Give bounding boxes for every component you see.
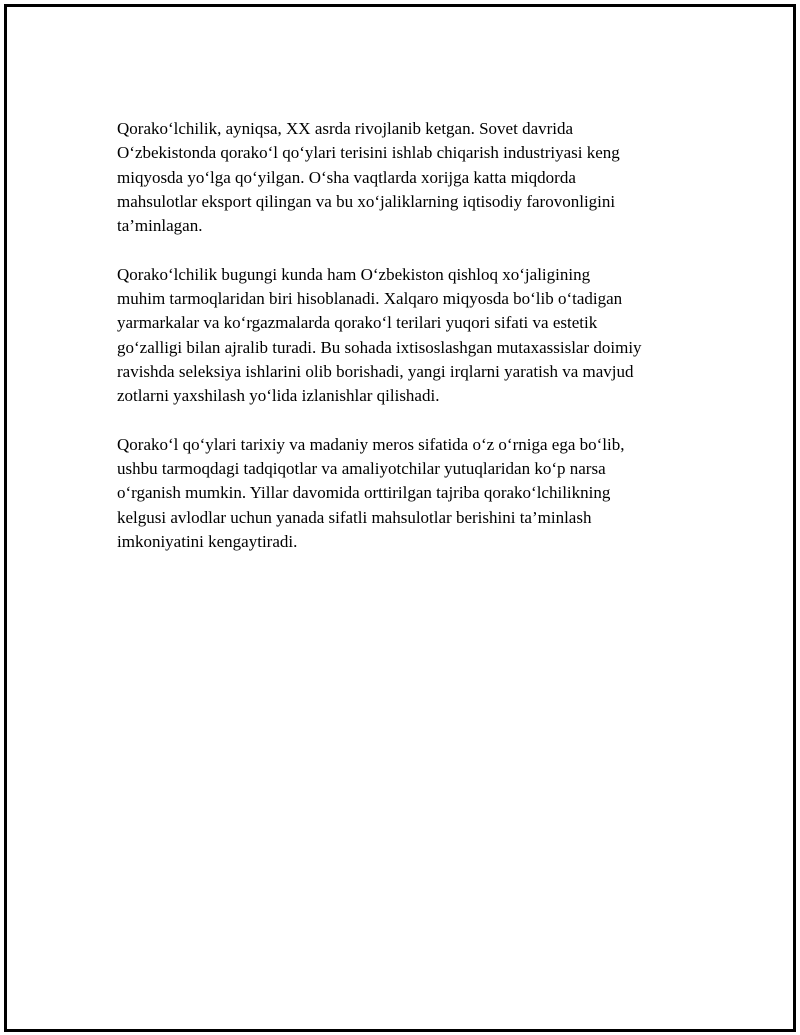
paragraph-line: O‘zbekistonda qorako‘l qo‘ylari terisini ishlab chiqarish industriyasi keng <box>117 143 620 163</box>
paragraph-line: muhim tarmoqlaridan biri hisoblanadi. Xalqaro miqyosda bo‘lib o‘tadigan <box>117 289 623 309</box>
paragraph-2 <box>117 263 697 409</box>
paragraph-line: mahsulotlar eksport qilingan va bu xo‘jaliklarning iqtisodiy farovonligini <box>117 191 616 211</box>
paragraph-line: ravishda seleksiya ishlarini olib borishadi, yangi irqlarni yaratish va mavjud <box>117 361 634 381</box>
document-body <box>117 117 697 579</box>
paragraph-line: Qorako‘l qo‘ylari tarixiy va madaniy meros sifatida o‘z o‘rniga ega bo‘lib, <box>117 434 625 454</box>
paragraph-line: ushbu tarmoqdagi tadqiqotlar va amaliyotchilar yutuqlaridan ko‘p narsa <box>117 459 606 479</box>
paragraph-line: miqyosda yo‘lga qo‘yilgan. O‘sha vaqtlarda xorijga katta miqdorda <box>117 167 576 187</box>
paragraph-line: kelgusi avlodlar uchun yanada sifatli mahsulotlar berishini ta’minlash <box>117 507 592 527</box>
paragraph-line: Qorako‘lchilik bugungi kunda ham O‘zbekiston qishloq xo‘jaligining <box>117 264 591 284</box>
paragraph-line: yarmarkalar va ko‘rgazmalarda qorako‘l terilari yuqori sifati va estetik <box>117 313 598 333</box>
paragraph-1 <box>117 117 697 238</box>
paragraph-line: go‘zalligi bilan ajralib turadi. Bu sohada ixtisoslashgan mutaxassislar doimiy <box>117 337 642 357</box>
paragraph-line: imkoniyatini kengaytiradi. <box>117 532 298 552</box>
paragraph-line: ta’minlagan. <box>117 216 203 236</box>
paragraph-3 <box>117 433 697 554</box>
paragraph-line: zotlarni yaxshilash yo‘lida izlanishlar qilishadi. <box>117 386 440 406</box>
paragraph-line: o‘rganish mumkin. Yillar davomida orttirilgan tajriba qorako‘lchilikning <box>117 483 611 503</box>
paragraph-line: Qorako‘lchilik, ayniqsa, XX asrda rivojlanib ketgan. Sovet davrida <box>117 119 574 138</box>
